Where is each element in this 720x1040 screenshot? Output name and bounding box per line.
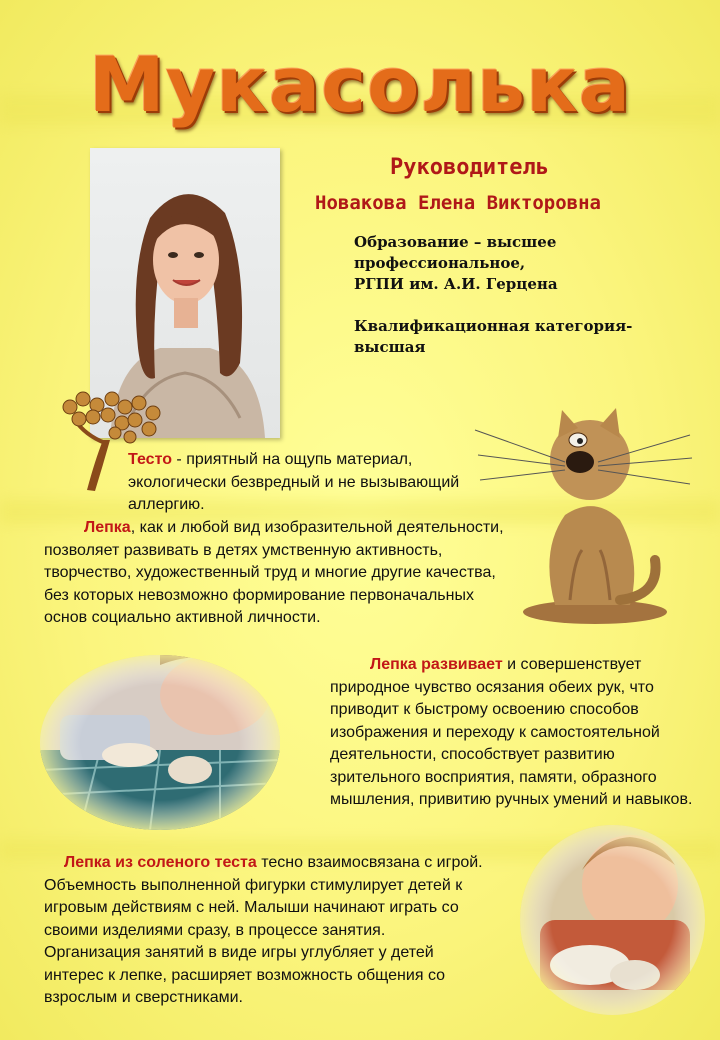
paragraph-modeling	[44, 517, 504, 630]
leader-info	[354, 232, 694, 358]
leader-name: Новакова Елена Викторовна	[315, 192, 601, 214]
paragraph-text: и совершенствует природное чувство осязания обеих рук, что приводит к быстрому освоению способов изображения и переходу к самостоятельной деятельности, способствует развитию зрительного восприятия, памяти, образного мышления, привитию ручных умений и навыков.	[330, 656, 693, 808]
highlight-term: Лепка из соленого теста	[64, 854, 257, 871]
education-line: Образование – высшее	[354, 233, 557, 251]
qualification-line: Квалификационная категория-	[354, 317, 633, 335]
qualification-line: высшая	[354, 338, 426, 356]
paragraph-dough	[128, 449, 508, 517]
paragraph-text: , как и любой вид изобразительной деятельности, позволяет развивать в детях умственную активность, творчество, художественный труд и многие другие качества, без которых невозможно формирование первоначальных основ социально активной личности.	[44, 519, 504, 626]
poster-title: Мукасолька	[89, 40, 631, 129]
paragraph-development	[330, 654, 700, 812]
highlight-term: Лепка	[84, 519, 131, 536]
paragraph-text: тесно взаимосвязана с игрой. Объемность выполненной фигурки стимулирует детей к игровым действиям с ней. Малыши начинают играть со своими изделиями сразу, в процессе занятия. Организация занятий в виде игры углубляет у детей интерес к лепке, расширяет возможность общения со взрослым и сверстниками.	[44, 854, 483, 1006]
child-playing-photo	[520, 825, 705, 1015]
highlight-term: Лепка развивает	[370, 656, 503, 673]
paragraph-text: - приятный на ощупь материал, экологически безвредный и не вызывающий аллергию.	[128, 451, 460, 513]
education-line: профессиональное,	[354, 254, 526, 272]
education-line: РГПИ им. А.И. Герцена	[354, 275, 558, 293]
highlight-term: Тесто	[128, 451, 172, 468]
child-modeling-photo	[40, 655, 280, 830]
paragraph-salt-dough	[44, 852, 484, 1010]
leader-role: Руководитель	[390, 155, 549, 180]
